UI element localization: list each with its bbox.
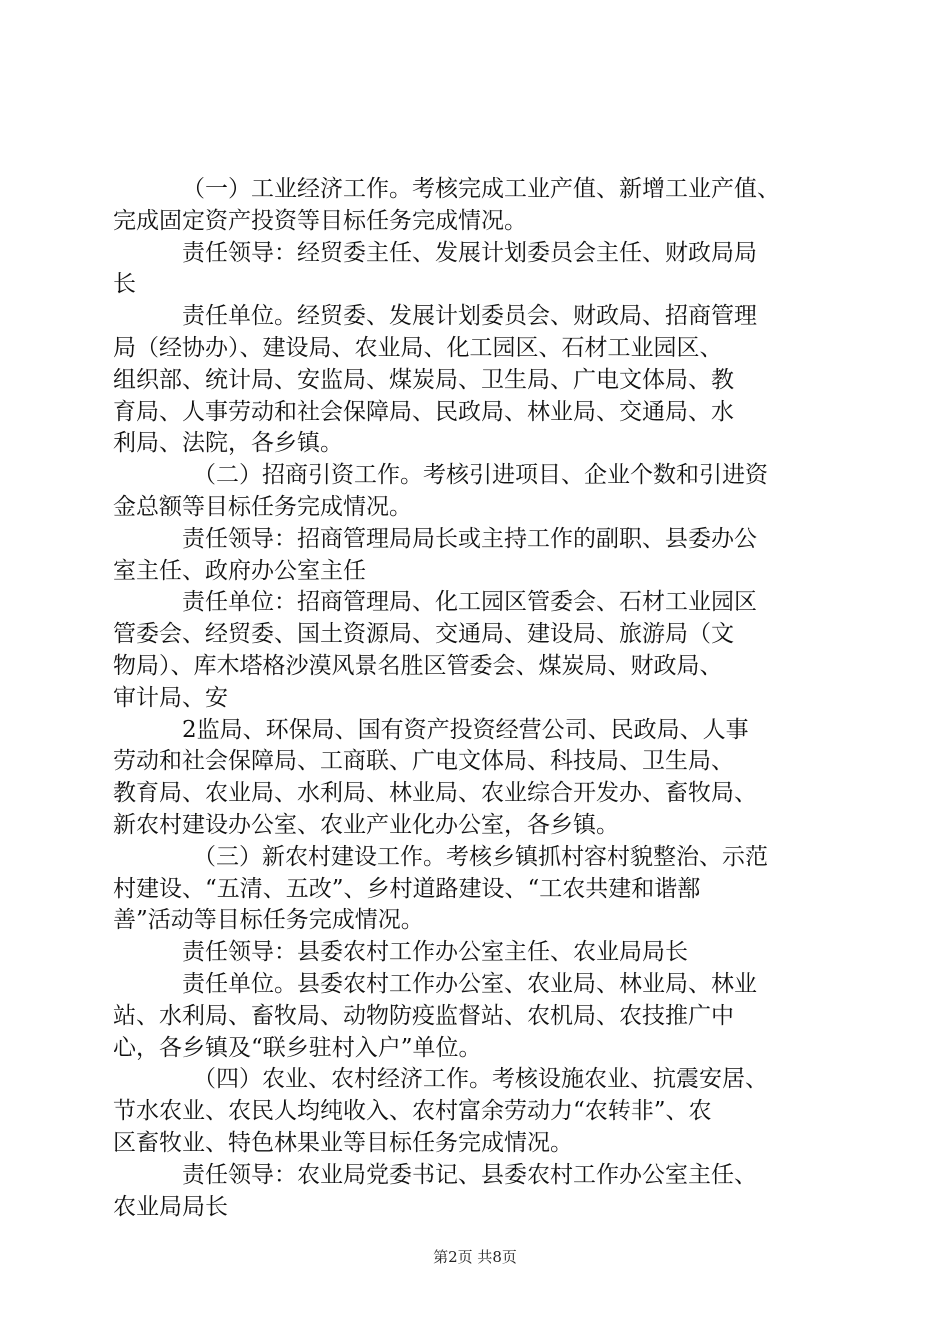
text-line: 责任单位。经贸委、发展计划委员会、财政局、招商管理 [182,303,757,330]
page-number-footer: 第2页 共8页 [433,1248,517,1266]
text-line: （三）新农村建设工作。考核乡镇抓村容村貌整治、示范 [193,843,768,870]
text-line: 教育局、农业局、水利局、林业局、农业综合开发办、畜牧局、 [113,780,757,807]
text-line: （四）农业、农村经济工作。考核设施农业、抗震安居、 [193,1066,768,1093]
text-line: （一）工业经济工作。考核完成工业产值、新增工业产值、 [182,176,780,202]
text-line: 村建设、“五清、五改”、乡村道路建设、“工农共建和谐鄯 [113,875,701,902]
text-line: 组织部、统计局、安监局、煤炭局、卫生局、广电文体局、教 [113,366,734,393]
text-line: 新农村建设办公室、农业产业化办公室，各乡镇。 [113,811,619,838]
text-line: 利局、法院，各乡镇。 [113,430,343,457]
text-line: 节水农业、农民人均纯收入、农村富余劳动力“农转非”、农 [113,1098,712,1125]
text-line: 局（经协办）、建设局、农业局、化工园区、石材工业园区、 [113,334,723,361]
text-line: 物局）、库木塔格沙漠风景名胜区管委会、煤炭局、财政局、 [113,652,723,679]
text-line: 育局、人事劳动和社会保障局、民政局、林业局、交通局、水 [113,398,734,425]
text-line: 劳动和社会保障局、工商联、广电文体局、科技局、卫生局、 [113,748,734,775]
text-line: 室主任、政府办公室主任 [113,557,366,584]
text-line: 区畜牧业、特色林果业等目标任务完成情况。 [113,1129,573,1156]
text-line: （二）招商引资工作。考核引进项目、企业个数和引进资 [193,462,768,489]
text-line: 审计局、安 [113,684,228,711]
text-line: 2监局、环保局、国有资产投资经营公司、民政局、人事 [182,716,749,743]
text-line: 金总额等目标任务完成情况。 [113,493,412,520]
text-line: 责任领导：农业局党委书记、县委农村工作办公室主任、 [182,1161,757,1188]
text-line: 心，各乡镇及“联乡驻村入户”单位。 [113,1034,482,1061]
text-line: 责任单位。县委农村工作办公室、农业局、林业局、林业 [182,970,757,997]
text-line: 责任领导：招商管理局局长或主持工作的副职、县委办公 [182,525,757,552]
text-line: 长 [113,271,136,298]
text-line: 责任领导：经贸委主任、发展计划委员会主任、财政局局 [182,239,757,266]
document-body [113,174,853,1223]
text-line: 责任领导：县委农村工作办公室主任、农业局局长 [182,939,688,966]
text-line: 管委会、经贸委、国土资源局、交通局、建设局、旅游局（文 [113,621,734,648]
text-line: 农业局局长 [113,1193,228,1220]
text-line: 完成固定资产投资等目标任务完成情况。 [113,207,527,234]
text-line: 站、水利局、畜牧局、动物防疫监督站、农机局、农技推广中 [113,1002,734,1029]
text-line: 善”活动等目标任务完成情况。 [113,907,424,934]
text-line: 责任单位：招商管理局、化工园区管委会、石材工业园区 [182,589,757,616]
